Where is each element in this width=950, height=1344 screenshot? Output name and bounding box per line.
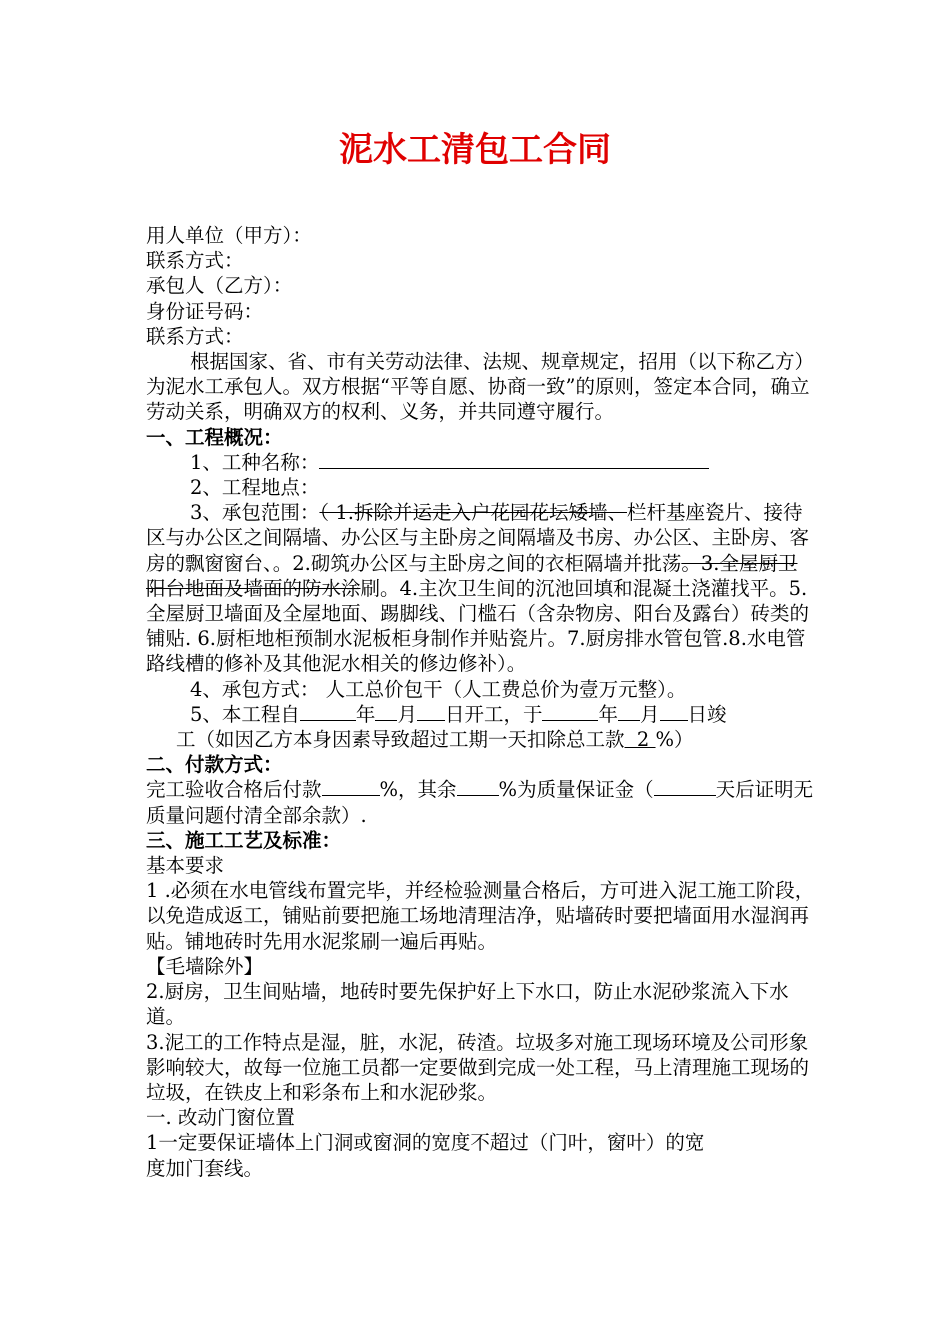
door-window-heading: 一. 改动门窗位置 bbox=[146, 1106, 295, 1130]
retention-percent-blank bbox=[457, 777, 499, 796]
party-b-line: 承包人（乙方）： bbox=[146, 274, 293, 298]
scope-text-a: 栏杆基座瓷片、接待区与办公区之间隔墙、办公区与主卧房之间隔墙及书房、办公区、主卧房、客房的飘窗窗台、。2.砌筑办公区与主卧房之间的衣柜隔墙并批荡 bbox=[146, 501, 810, 575]
basic-requirements-heading: 基本要求 bbox=[146, 854, 225, 878]
payment-text-d: 天后证明无质量问题付清全部余款）. bbox=[146, 778, 814, 827]
scope-text-b: 刷。4.主次卫生间的沉池回填和混凝土浇灌找平。5.全屋厨卫墙面及全屋地面、踢脚线、门槛石（含杂物房、阳台及露台）砖类的铺贴. 6.厨柜地柜预制水泥板柜身制作并贴瓷片。7.厨房排水管包管.8.水电管路线槽的修补及其他泥水相关的修边修补）。 bbox=[146, 576, 810, 676]
document-title: 泥水工清包工合同 bbox=[339, 130, 611, 170]
start-month-blank bbox=[375, 702, 397, 721]
scope-struck-text-a: （ 1.拆除并运走入户花园花坛矮墙、 bbox=[319, 501, 627, 525]
contact-b-line: 联系方式： bbox=[146, 324, 244, 348]
end-month-blank bbox=[618, 702, 640, 721]
month-label-2: 月 bbox=[639, 702, 660, 726]
intro-paragraph: 根据国家、省、市有关劳动法律、法规、规章规定，招用（以下称乙方）为泥水工承包人。双方根据“平等自愿、协商一致”的原则，签定本合同，确立劳动关系，明确双方的权利、义务，并共同遵守履行。 bbox=[146, 350, 815, 424]
year-label-2: 年 bbox=[598, 702, 618, 726]
start-day-blank bbox=[417, 702, 445, 721]
penalty-unit: %） bbox=[655, 728, 694, 752]
end-year-blank bbox=[542, 702, 598, 721]
document-body bbox=[146, 223, 816, 1181]
party-a-line: 用人单位（甲方）： bbox=[146, 224, 312, 247]
door-window-item-1-cont: 度加门套线。 bbox=[146, 1156, 264, 1180]
day-label-1: 日开工，于 bbox=[444, 702, 543, 726]
year-label-1: 年 bbox=[355, 702, 376, 726]
requirement-3: 3.泥工的工作特点是湿，脏，水泥，砖渣。垃圾多对施工现场环境及公司形象影响较大，故每一位施工员都一定要做到完成一处工程，马上清理施工现场的垃圾，在铁皮上和彩条布上和水泥砂浆。 bbox=[146, 1030, 810, 1104]
scope-paragraph bbox=[146, 500, 816, 676]
payment-text-b: %，其余 bbox=[379, 778, 457, 802]
scope-struck-text-b: 。3.全屋厨卫阳台地面及墙面的防水涂 bbox=[146, 551, 798, 600]
section1-heading: 一、工程概况： bbox=[146, 425, 283, 449]
schedule-line bbox=[146, 702, 816, 727]
scope-label: 3、承包范围： bbox=[190, 501, 320, 525]
schedule-penalty-line bbox=[146, 727, 816, 752]
work-type-blank bbox=[319, 450, 709, 469]
payment-percent-blank bbox=[322, 777, 380, 796]
day-label-2: 日竣 bbox=[687, 702, 727, 726]
schedule-start-label: 5、本工程自 bbox=[190, 702, 300, 726]
requirement-1-note: 【毛墙除外】 bbox=[146, 954, 264, 978]
work-site-line: 2、工程地点： bbox=[190, 476, 320, 500]
section3-heading: 三、施工工艺及标准： bbox=[146, 828, 342, 852]
work-type-label: 1、工种名称： bbox=[190, 450, 320, 474]
work-type-line bbox=[146, 450, 816, 475]
penalty-text: 工（如因乙方本身因素导致超过工期一天扣除总工款 bbox=[176, 728, 625, 752]
payment-text-c: %为质量保证金（ bbox=[498, 778, 654, 802]
requirement-2: 2.厨房，卫生间贴墙，地砖时要先保护好上下水口，防止水泥砂浆流入下水道。 bbox=[146, 980, 789, 1029]
payment-paragraph bbox=[146, 777, 816, 827]
door-window-item-1: 1一定要保证墙体上门洞或窗洞的宽度不超过（门叶，窗叶）的宽 bbox=[146, 1131, 705, 1155]
penalty-percent: 2 bbox=[624, 728, 656, 752]
id-number-line: 身份证号码： bbox=[146, 299, 264, 323]
contact-a-line: 联系方式： bbox=[146, 249, 244, 273]
requirement-1: 1 .必须在水电管线布置完毕，并经检验测量合格后，方可进入泥工施工阶段，以免造成返工，铺贴前要把施工场地清理洁净，贴墙砖时要把墙面用水湿润再贴。铺地砖时先用水泥浆刷一遍后再贴。 bbox=[146, 879, 815, 953]
payment-text-a: 完工验收合格后付款 bbox=[146, 778, 322, 802]
warranty-days-blank bbox=[654, 777, 716, 796]
month-label-1: 月 bbox=[397, 702, 417, 726]
start-year-blank bbox=[300, 702, 356, 721]
end-day-blank bbox=[660, 702, 688, 721]
contract-mode-line: 4、承包方式： 人工总价包干（人工费总价为壹万元整）。 bbox=[190, 677, 687, 701]
section2-heading: 二、付款方式： bbox=[146, 753, 283, 777]
